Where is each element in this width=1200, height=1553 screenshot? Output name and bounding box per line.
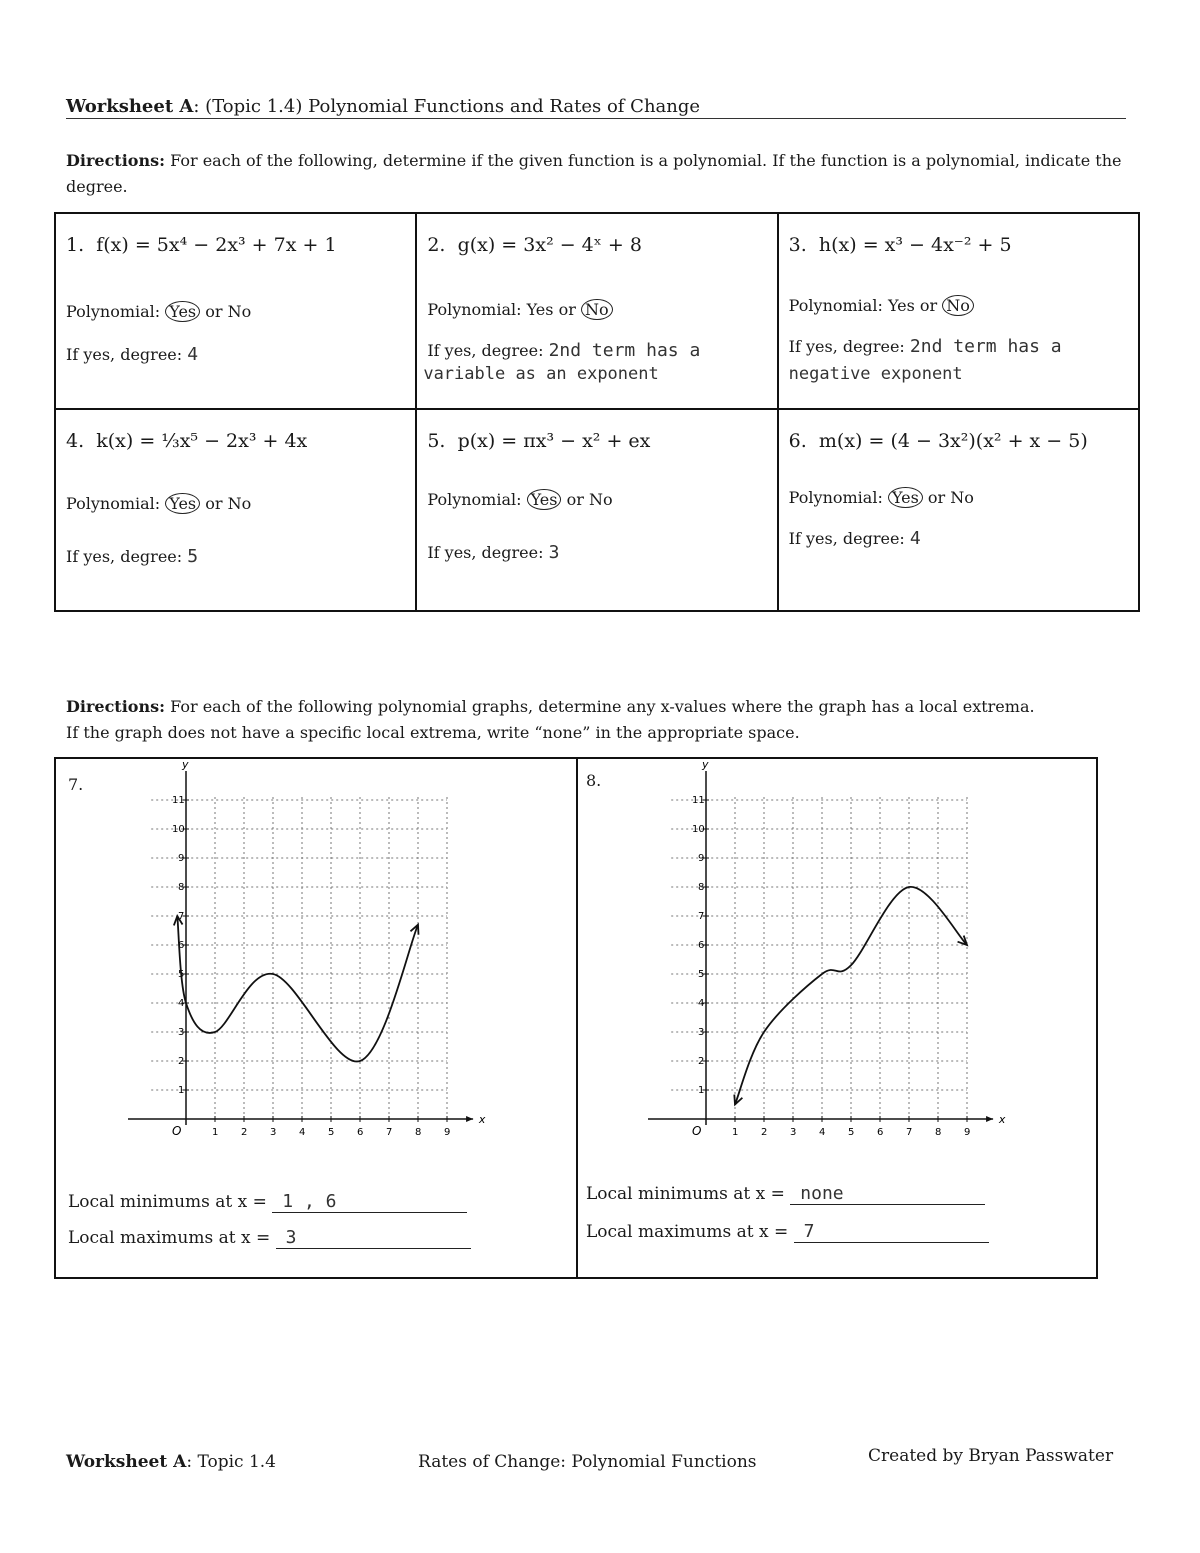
y-tick-label: 3: [178, 1027, 185, 1038]
graph-7-maximums: Local maximums at x = 3: [68, 1227, 471, 1249]
degree-answer: If yes, degree: 5: [66, 546, 199, 567]
y-tick-label: 4: [178, 998, 185, 1009]
problem-cell-4: [55, 409, 416, 611]
x-tick-label: 6: [877, 1127, 884, 1138]
degree-answer: If yes, degree: 3: [427, 542, 560, 563]
degree-answer: If yes, degree: 2nd term has a: [788, 336, 1062, 357]
yes-circled: Yes: [888, 487, 923, 508]
origin-label: O: [692, 1124, 702, 1138]
x-tick-label: 7: [386, 1127, 393, 1138]
y-tick-label: 2: [178, 1056, 185, 1067]
x-tick-label: 3: [790, 1127, 797, 1138]
polynomial-choice: Polynomial: Yes or No: [788, 488, 974, 507]
degree-answer: If yes, degree: 4: [66, 344, 199, 365]
yes-circled: Yes: [165, 493, 200, 514]
footer-left: Worksheet A: Topic 1.4: [66, 1452, 276, 1472]
polynomial-choice: Polynomial: Yes or No: [66, 494, 252, 513]
y-tick-label: 2: [698, 1056, 705, 1067]
footer-center: Rates of Change: Polynomial Functions: [418, 1452, 757, 1472]
graph-number-7: 7.: [68, 775, 84, 794]
problem-cell-1: [55, 213, 416, 409]
directions-2: [66, 694, 1126, 746]
handwritten-degree: 3: [548, 542, 560, 563]
graph-8-plot: [656, 758, 1046, 1159]
directions-label: Directions:: [66, 151, 165, 170]
y-tick-label: 11: [692, 795, 705, 806]
graph-7-minimums: Local minimums at x = 1 , 6: [68, 1191, 467, 1213]
y-tick-label: 11: [172, 795, 185, 806]
y-tick-label: 5: [178, 969, 185, 980]
graph-8-maximums: Local maximums at x = 7: [586, 1221, 989, 1243]
graph-number-8: 8.: [586, 771, 602, 790]
x-tick-label: 2: [241, 1127, 248, 1138]
x-tick-label: 8: [415, 1127, 422, 1138]
y-axis-label: y: [702, 758, 709, 772]
y-tick-label: 9: [178, 853, 185, 864]
polynomial-curve: [735, 887, 967, 1105]
polynomial-choice: Polynomial: Yes or No: [427, 490, 613, 509]
directions-text-2: If the graph does not have a specific local extrema, write “none” in the appropriate space.: [66, 723, 800, 742]
handwritten-degree: 4: [187, 344, 199, 365]
y-tick-label: 1: [178, 1085, 185, 1096]
x-tick-label: 4: [299, 1127, 306, 1138]
y-tick-label: 6: [178, 940, 185, 951]
y-tick-label: 1: [698, 1085, 705, 1096]
x-tick-label: 7: [906, 1127, 913, 1138]
polynomial-choice: Polynomial: Yes or No: [789, 296, 974, 315]
x-tick-label: 4: [819, 1127, 826, 1138]
title-underline: [66, 118, 1126, 119]
problem-function: 2. g(x) = 3x² − 4ˣ + 8: [427, 234, 642, 256]
x-tick-label: 1: [732, 1127, 739, 1138]
y-tick-label: 10: [692, 824, 705, 835]
y-axis-label: y: [182, 758, 189, 772]
polynomial-choice: Polynomial: Yes or No: [66, 302, 252, 321]
x-tick-label: 2: [761, 1127, 768, 1138]
yes-circled: Yes: [527, 489, 562, 510]
problem-function: 1. f(x) = 5x⁴ − 2x³ + 7x + 1: [66, 234, 337, 256]
problem-grid: [54, 212, 1140, 612]
polynomial-curve: [177, 916, 418, 1062]
problem-cell-3: [778, 213, 1139, 409]
problem-function: 3. h(x) = x³ − 4x⁻² + 5: [788, 234, 1012, 256]
no-circled: No: [581, 299, 613, 320]
directions-text: For each of the following, determine if the given function is a polynomial. If the function is a polynomial, indicate the degree.: [66, 151, 1122, 196]
yes-circled: Yes: [165, 301, 200, 322]
title-rest: : (Topic 1.4) Polynomial Functions and Rates of Change: [193, 96, 701, 117]
degree-answer: If yes, degree: 4: [788, 528, 921, 549]
x-tick-label: 8: [935, 1127, 942, 1138]
problem-function: 4. k(x) = ⅓x⁵ − 2x³ + 4x: [66, 430, 308, 452]
y-tick-label: 7: [698, 911, 705, 922]
y-tick-label: 9: [698, 853, 705, 864]
degree-answer: If yes, degree: 2nd term has a: [427, 340, 701, 361]
handwritten-answer: none: [790, 1183, 985, 1205]
x-tick-label: 5: [328, 1127, 335, 1138]
origin-label: O: [172, 1124, 182, 1138]
directions-1: [66, 148, 1126, 200]
x-axis-arrow: [986, 1116, 993, 1122]
directions-label: Directions:: [66, 697, 165, 716]
x-tick-label: 1: [212, 1127, 219, 1138]
no-circled: No: [942, 295, 974, 316]
handwritten-degree: 4: [909, 528, 921, 549]
y-tick-label: 10: [172, 824, 185, 835]
graphs-box: [54, 757, 1098, 1279]
x-axis-arrow: [466, 1116, 473, 1122]
y-tick-label: 8: [698, 882, 705, 893]
footer-right: Created by Bryan Passwater: [868, 1446, 1114, 1466]
x-tick-label: 3: [270, 1127, 277, 1138]
y-tick-label: 5: [698, 969, 705, 980]
handwritten-answer: 3: [276, 1227, 471, 1249]
graph-8-minimums: Local minimums at x = none: [586, 1183, 985, 1205]
handwritten-note: negative exponent: [788, 364, 963, 384]
y-tick-label: 6: [698, 940, 705, 951]
handwritten-degree: 2nd term has a: [909, 336, 1062, 357]
title-bold: Worksheet A: [66, 96, 194, 117]
problem-function: 5. p(x) = πx³ − x² + ex: [427, 430, 651, 452]
handwritten-degree: 2nd term has a: [548, 340, 701, 361]
graph-7-plot: [136, 758, 526, 1159]
y-tick-label: 4: [698, 998, 705, 1009]
handwritten-answer: 1 , 6: [272, 1191, 467, 1213]
handwritten-answer: 7: [794, 1221, 989, 1243]
problem-cell-2: [416, 213, 777, 409]
graphs-divider: [576, 759, 578, 1277]
directions-text: For each of the following polynomial graphs, determine any x-values where the graph has a local extrema.: [170, 697, 1035, 716]
polynomial-choice: Polynomial: Yes or No: [427, 300, 612, 319]
y-tick-label: 7: [178, 911, 185, 922]
problem-cell-6: [778, 409, 1139, 611]
problem-function: 6. m(x) = (4 − 3x²)(x² + x − 5): [788, 430, 1088, 452]
x-axis-label: x: [998, 1113, 1006, 1126]
y-tick-label: 8: [178, 882, 185, 893]
x-tick-label: 6: [357, 1127, 364, 1138]
handwritten-note: variable as an exponent: [423, 364, 659, 384]
worksheet-title: [66, 96, 700, 117]
problem-cell-5: [416, 409, 777, 611]
x-tick-label: 9: [444, 1127, 451, 1138]
y-tick-label: 3: [698, 1027, 705, 1038]
x-axis-label: x: [478, 1113, 486, 1126]
handwritten-degree: 5: [187, 546, 199, 567]
x-tick-label: 5: [848, 1127, 855, 1138]
x-tick-label: 9: [964, 1127, 971, 1138]
